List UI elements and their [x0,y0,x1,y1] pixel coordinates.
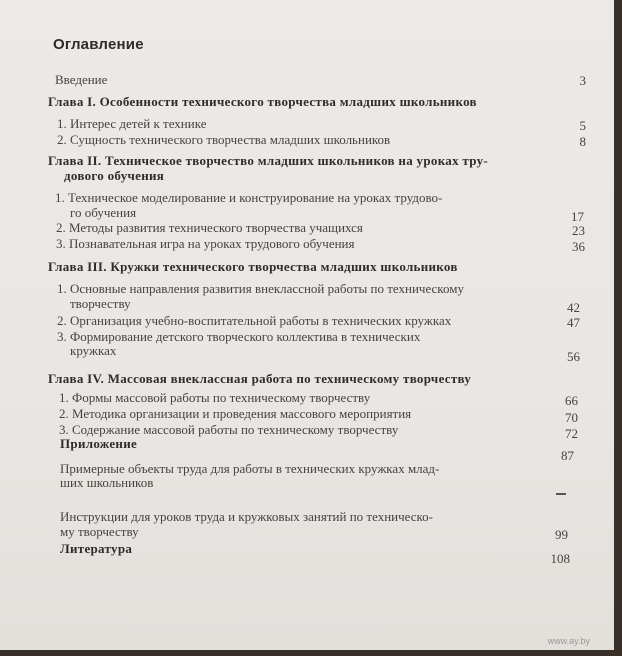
page-number: 47 [567,315,580,330]
page-number: 5 [579,118,586,133]
toc-entry-3-1-cont: творчеству [70,296,131,311]
chapter-heading-4: Глава IV. Массовая внеклассная работа по техническому творчеству [48,371,472,386]
toc-entry-3-2: 2. Организация учебно-воспитательной работы в технических кружках [57,313,452,328]
page-number: 3 [579,73,586,88]
toc-entry-4-2: 2. Методика организации и проведения массового мероприятия [59,406,412,421]
literature-heading: Литература [60,541,133,556]
page-number: 42 [567,300,580,315]
page-number: 17 [571,209,584,224]
toc-entry-2-1-cont: го обучения [70,205,137,220]
page-number: 70 [565,410,578,425]
toc-entry-1-1: 1. Интерес детей к технике [57,116,207,131]
page-number: 66 [565,393,578,408]
page-number: 108 [550,551,570,566]
page-number: 23 [572,223,585,238]
toc-entry-1-2: 2. Сущность технического творчества младших школьников [57,132,391,147]
watermark: www.ay.by [547,636,590,646]
toc-entry-2-3: 3. Познавательная игра на уроках трудового обучения [56,236,355,251]
toc-entry-3-3-cont: кружках [70,343,117,358]
appendix-heading: Приложение [60,436,138,451]
toc-entry-3-1: 1. Основные направления развития внеклассной работы по техническому [57,281,464,296]
chapter-heading-2: Глава II. Техническое творчество младших школьников на уроках тру- [48,153,489,168]
toc-entry-introduction: Введение [55,72,108,87]
page-number: 56 [567,349,580,364]
chapter-heading-1: Глава I. Особенности технического творчества младших школьников [48,94,477,109]
appendix-entry-1-cont: ших школьников [60,475,154,490]
appendix-entry-2-cont: му творчеству [60,524,139,539]
chapter-heading-2-cont: дового обучения [64,168,165,183]
page-number: 99 [555,527,568,542]
page-title: Оглавление [53,36,144,53]
page-number: 87 [561,448,574,463]
toc-entry-4-3: 3. Содержание массовой работы по техническому творчеству [59,422,399,437]
toc-entry-3-3: 3. Формирование детского творческого коллектива в технических [57,329,421,344]
chapter-heading-3: Глава III. Кружки технического творчества младших школьников [48,259,458,274]
appendix-entry-2: Инструкции для уроков труда и кружковых занятий по техническо- [60,509,433,524]
toc-entry-2-1: 1. Техническое моделирование и конструирование на уроках трудово- [55,190,443,205]
page-edge-bottom [0,650,622,656]
page-number: 72 [565,426,578,441]
page-edge [614,0,622,656]
toc-entry-2-2: 2. Методы развития технического творчества учащихся [56,220,363,235]
toc-entry-4-1: 1. Формы массовой работы по техническому творчеству [59,390,371,405]
appendix-entry-1: Примерные объекты труда для работы в технических кружках млад- [60,461,440,476]
page-number: 36 [572,239,585,254]
page-dash [556,493,566,495]
page-number: 8 [579,134,586,149]
